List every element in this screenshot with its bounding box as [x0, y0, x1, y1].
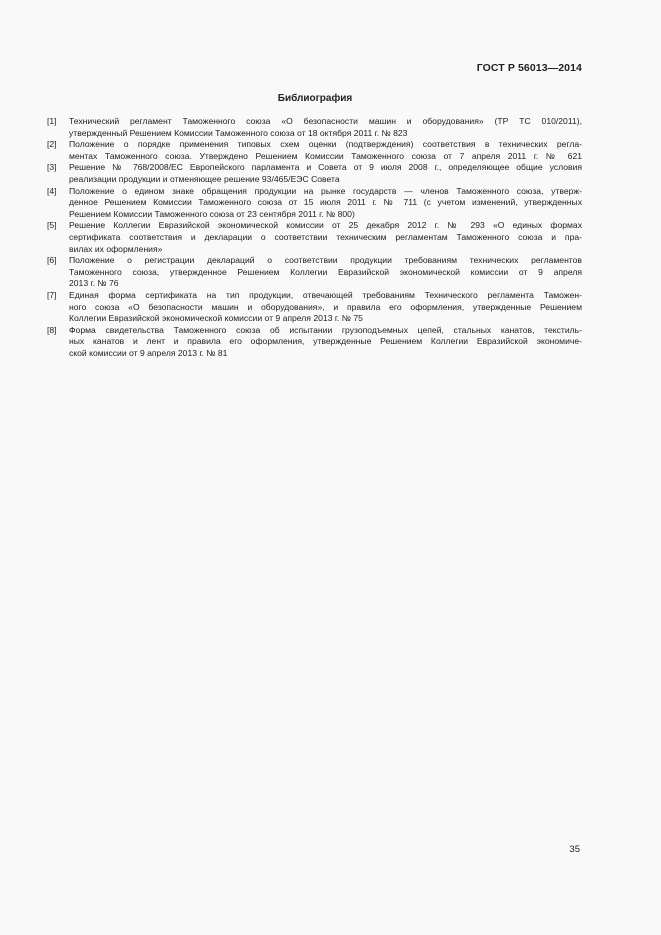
section-title: Библиография [277, 93, 353, 104]
bibliography-list [47, 116, 582, 359]
bibliography-entry [47, 290, 582, 325]
bibliography-entry [47, 186, 582, 221]
entry-text [69, 325, 582, 360]
entry-number: [3] [47, 162, 57, 173]
entry-number: [7] [47, 289, 57, 300]
entry-line: Положение о регистрации деклараций о соответствии продукции требованиям технических регламентов [69, 255, 582, 266]
entry-line: сертификата соответствия и декларации о соответствии техническим регламентам Таможенного союза и пра- [69, 231, 582, 242]
entry-number: [4] [47, 185, 57, 196]
bibliography-entry [47, 162, 582, 185]
entry-line: ской комиссии от 9 апреля 2013 г. № 81 [69, 347, 228, 358]
entry-line: Положение о порядке применения типовых схем оценки (подтверждения) соответствия в технических регла- [69, 139, 582, 150]
entry-number: [5] [47, 220, 57, 231]
entry-line: Решение Коллегии Евразийской экономической комиссии от 25 декабря 2012 г. № 293 «О единых формах [69, 220, 582, 231]
entry-line: 2013 г. № 76 [69, 278, 119, 289]
entry-text [69, 290, 582, 325]
entry-line: Технический регламент Таможенного союза «О безопасности машин и оборудования» (ТР ТС 010/2011), [69, 116, 582, 126]
entry-line: денное Решением Комиссии Таможенного союза от 15 июля 2011 г. № 711 (с учетом изменений, утвержденных [69, 197, 582, 208]
entry-number: [6] [47, 255, 57, 266]
entry-line: Единая форма сертификата на тип продукции, отвечающей требованиям Технического регламента Таможен- [69, 289, 582, 300]
entry-number: [2] [47, 139, 57, 150]
entry-line: Форма свидетельства Таможенного союза об испытании грузоподъемных цепей, стальных канатов, текстиль- [69, 324, 582, 335]
entry-text [69, 186, 582, 221]
entry-line: Решение № 768/2008/ЕС Европейского парламента и Совета от 9 июля 2008 г., определяющее общие условия [69, 162, 582, 173]
entry-line: Положение о едином знаке обращения продукции на рынке государств — членов Таможенного союза, утверж- [69, 185, 582, 196]
bibliography-entry [47, 255, 582, 290]
entry-line: вилах их оформления» [69, 243, 163, 254]
entry-line: ного союза «О безопасности машин и оборудования», и правила его оформления, утвержденные Решением [69, 301, 582, 312]
entry-line: утвержденный Решением Комиссии Таможенного союза от 18 октября 2011 г. № 823 [69, 127, 408, 138]
entry-line: реализации продукции и отменяющее решение 93/465/ЕЭС Совета [69, 173, 340, 184]
bibliography-entry [47, 116, 582, 139]
entry-text [69, 162, 582, 185]
bibliography-entry [47, 325, 582, 360]
entry-line: Коллегии Евразийской экономической комиссии от 9 апреля 2013 г. № 75 [69, 313, 363, 324]
entry-text [69, 255, 582, 290]
entry-line: ментах Таможенного союза. Утверждено Решением Комиссии Таможенного союза от 7 апреля 2011 г. № 621 [69, 150, 582, 161]
entry-line: Таможенного союза, утвержденное Решением Коллегии Евразийской экономической комиссии от 9 апреля [69, 266, 582, 277]
document-code-header: ГОСТ Р 56013—2014 [476, 62, 582, 74]
entry-text [69, 139, 582, 162]
entry-text [69, 220, 582, 255]
entry-number: [1] [47, 116, 57, 126]
entry-text [69, 116, 582, 139]
entry-line: Решением Комиссии Таможенного союза от 23 сентября 2011 г. № 800) [69, 208, 355, 219]
entry-line: ных канатов и лент и правила его оформления, утвержденные Решением Коллегии Евразийской экономиче- [69, 336, 582, 347]
bibliography-entry [47, 139, 582, 162]
bibliography-entry [47, 220, 582, 255]
page-number: 35 [569, 844, 580, 855]
entry-number: [8] [47, 324, 57, 335]
